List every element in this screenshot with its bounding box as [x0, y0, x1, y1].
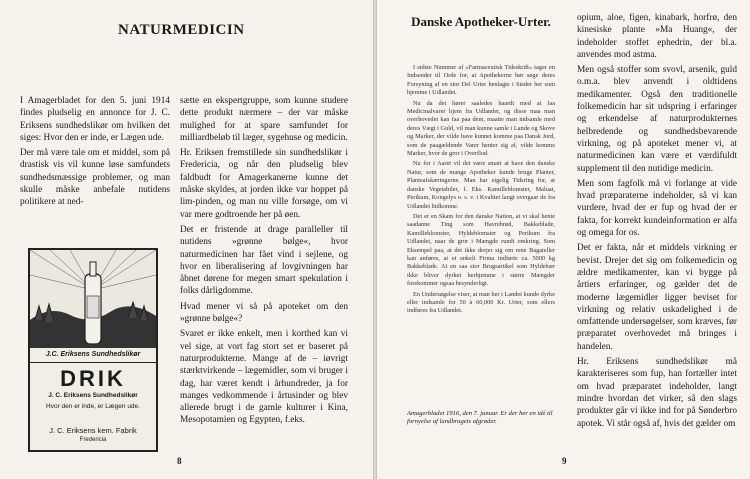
paragraph: Hr. Eriksen fremstillede sin sundhedslikør i Fredericia, og når den pludselig blev faldbudt for Amagerkanerne kunne det måske skyldes, at jorden ikke var hoppet på lim-pinden, og man nu ville forsøge, om vi var mere godtroende her på øen.	[180, 148, 348, 220]
paragraph: Hvad mener vi så på apoteket om den »grønne bølge«?	[180, 301, 348, 325]
paragraph: En Undersøgelse viser, at man her i Landet kunde dyrke eller indsamle for 50 à 60,000 Kr. Urter, som ellers indføres fra Udlandet.	[407, 290, 555, 315]
paragraph: opium, aloe, figen, kinabark, horfrø, den kinesiske plante »Ma Huang«, der indeholder stoffet ephedrin, der bl.a. anvendes mod astma.	[577, 13, 737, 60]
paragraph: Nu for i Aaret vil det være smart at have den danske Natur, som de mange Apotheker kunde bruge Planter, Planteafskæringerne. Man har eigelig Tidsring for, at danske Vegetabiler, f. Eks. Kamilleblomster, Maluat, Perikum, Kongelys o. s. v. i Kvalitet langt overgaar de fra Udlandet hidkomne.	[407, 160, 555, 210]
ad-town: Fredericia	[79, 437, 107, 443]
page-number: 9	[562, 456, 567, 466]
left-column-1	[20, 95, 170, 212]
paragraph: Det er en Skam for den danske Nation, at vi skal hente saadanne Ting som Havrebrød, Bakkeblade, Kamilleblomster, Hyldeblomster og Perikum fra Udlandet, naar de gror i Mængde rundt omkring. Som Eksempel paa, at det ikke drejer sig om rene Bagateller kan anføres, at et enkelt Firma indførte ca. 5000 kg Bakkeblade. At en saa stor Brugsartikel som Hyldebær ikke bliver dyrket herhjemme i større Mængder forekommer ogsaa besynderligt.	[407, 212, 555, 288]
ad-brand: J.C. Eriksens Sundhedslikør	[30, 348, 156, 362]
clipping-caption: Amagerbladet 1916, den 7. januar. Er der her en idé til fornyelse af landbrugets afgrøder.	[407, 410, 553, 425]
paragraph: Nu da det hører saaledes haardt med at faa Medicinalvarer hjem fra Udlandet, og disse maa man overhovedet kan faa paa dem, maatte man indsamle med deres Vægt i Guld, vil man kunne samle i Lande og Skove og Marker, der vilde have kunnet komme paa Dansk Jord, som de paagældende Varer henter sig af, vilde komme Marker, hvor de gror i Overflod.	[407, 99, 555, 158]
right-column-2	[577, 12, 737, 433]
ad-maker: J. C. Eriksens kem. Fabrik	[49, 426, 137, 435]
paragraph: sætte en ekspertgruppe, som kunne studere dette produkt nærmere – der var måske mulighed for at spare samfundet for milliardbeløb til læger, sygehuse og medicin.	[180, 96, 348, 143]
paragraph: Der må være tale om et middel, som på drastisk vis vil kunne løse samfundets sundhedsmæssige problemer, og man skulle måske anbefale nutidens politikere at ned-	[20, 148, 170, 208]
ad-headline: DRIK	[60, 366, 126, 391]
page-number: 8	[177, 456, 182, 466]
bottle-landscape-image	[30, 250, 156, 350]
ad-product: J. C. Eriksens Sundhedslikør	[48, 392, 138, 399]
paragraph: Men som fagfolk må vi forlange at vide hvad præparaterne indeholder, så vi kan vurdere, hvad der er fup og hvad der er fakta, for korrekt kundeinformation er alfa og omega for os.	[577, 178, 737, 239]
ad-slogan: Hvor den er inde, er Lægen ude.	[46, 403, 140, 410]
paragraph: Det er fakta, når et middels virkning er bevist. Drejer det sig om folkemedicin og ældre medikamenter, kan vi bygge på årtiers erfaringer, og gælder det de moderne lægemidler ligger beviset for virkning og relativ uskadelighed i de omfattende undersøgelser, som kræves, før præparatet overhovedet må bringes i handelen.	[577, 243, 737, 352]
paragraph: Det er fristende at drage paralleller til nutidens »grønne bølge«, hvor naturmedicinen har fået vind i sejlene, og hvor en liberalisering af lovgivningen har åbnet dørene for megen smart spekulation i folks dårligdomme.	[180, 224, 348, 297]
ad-illustration	[30, 250, 156, 363]
clipping-heading: Danske Apotheker-Urter.	[411, 14, 551, 29]
advertisement	[28, 248, 158, 452]
paragraph: I Amagerbladet for den 5. juni 1914 findes pludselig en annonce for J. C. Eriksens sundhedslikør om hvilken det siges: Hvor den er inde, er Lægen ude.	[20, 96, 170, 143]
left-page	[0, 0, 373, 479]
paragraph: Men også stoffer som svovl, arsenik, guld o.m.a. blev anvendt i oldtidens medikamenter. Også den traditionelle folkemedicin har sit udspring i erfaringer og erkendelse af naturprodukternes helbredende og sundhedsbevarende virkning, og på apoteket mener vi, at naturmedicinen kan være et værdifuldt supplement til den nutidige medicin.	[577, 65, 737, 174]
right-page	[377, 0, 750, 479]
paragraph: Hr. Eriksens sundhedslikør må karakteriseres som fup, han fortæller intet om hvad præparatet indeholder, langt mindre hvordan det virker, så den slags produkter går vi ikke ind for på Sønderbro apotek. Vi står også af, hvis det gælder om	[577, 357, 737, 429]
paragraph: Svaret er ikke enkelt, men i korthed kan vi vel sige, at vort fag stort set er baseret på naturprodukterne. Mange af de – iøvrigt stærktvirkende – lægemidler, som vi bruger i dag, har været kendt i århundreder, ja for manges vedkommende i årtusinder og blev allerede brugt i de gamle kulturer i Kina, Mesopotamien og Egypten, f.eks.	[180, 329, 348, 426]
left-column-2	[180, 95, 348, 430]
clipping-body	[407, 64, 555, 318]
newspaper-clipping	[407, 14, 555, 454]
page-title: NATURMEDICIN	[118, 22, 245, 38]
paragraph: I sidste Nummer af »Farmaceutisk Tidsskrift« tager en Indsender til Orde for, at Apothekerne bør søge deres Forsyning af en stor Del Urter henlagte i Steder her som hjemme i Udlandet.	[407, 64, 555, 97]
